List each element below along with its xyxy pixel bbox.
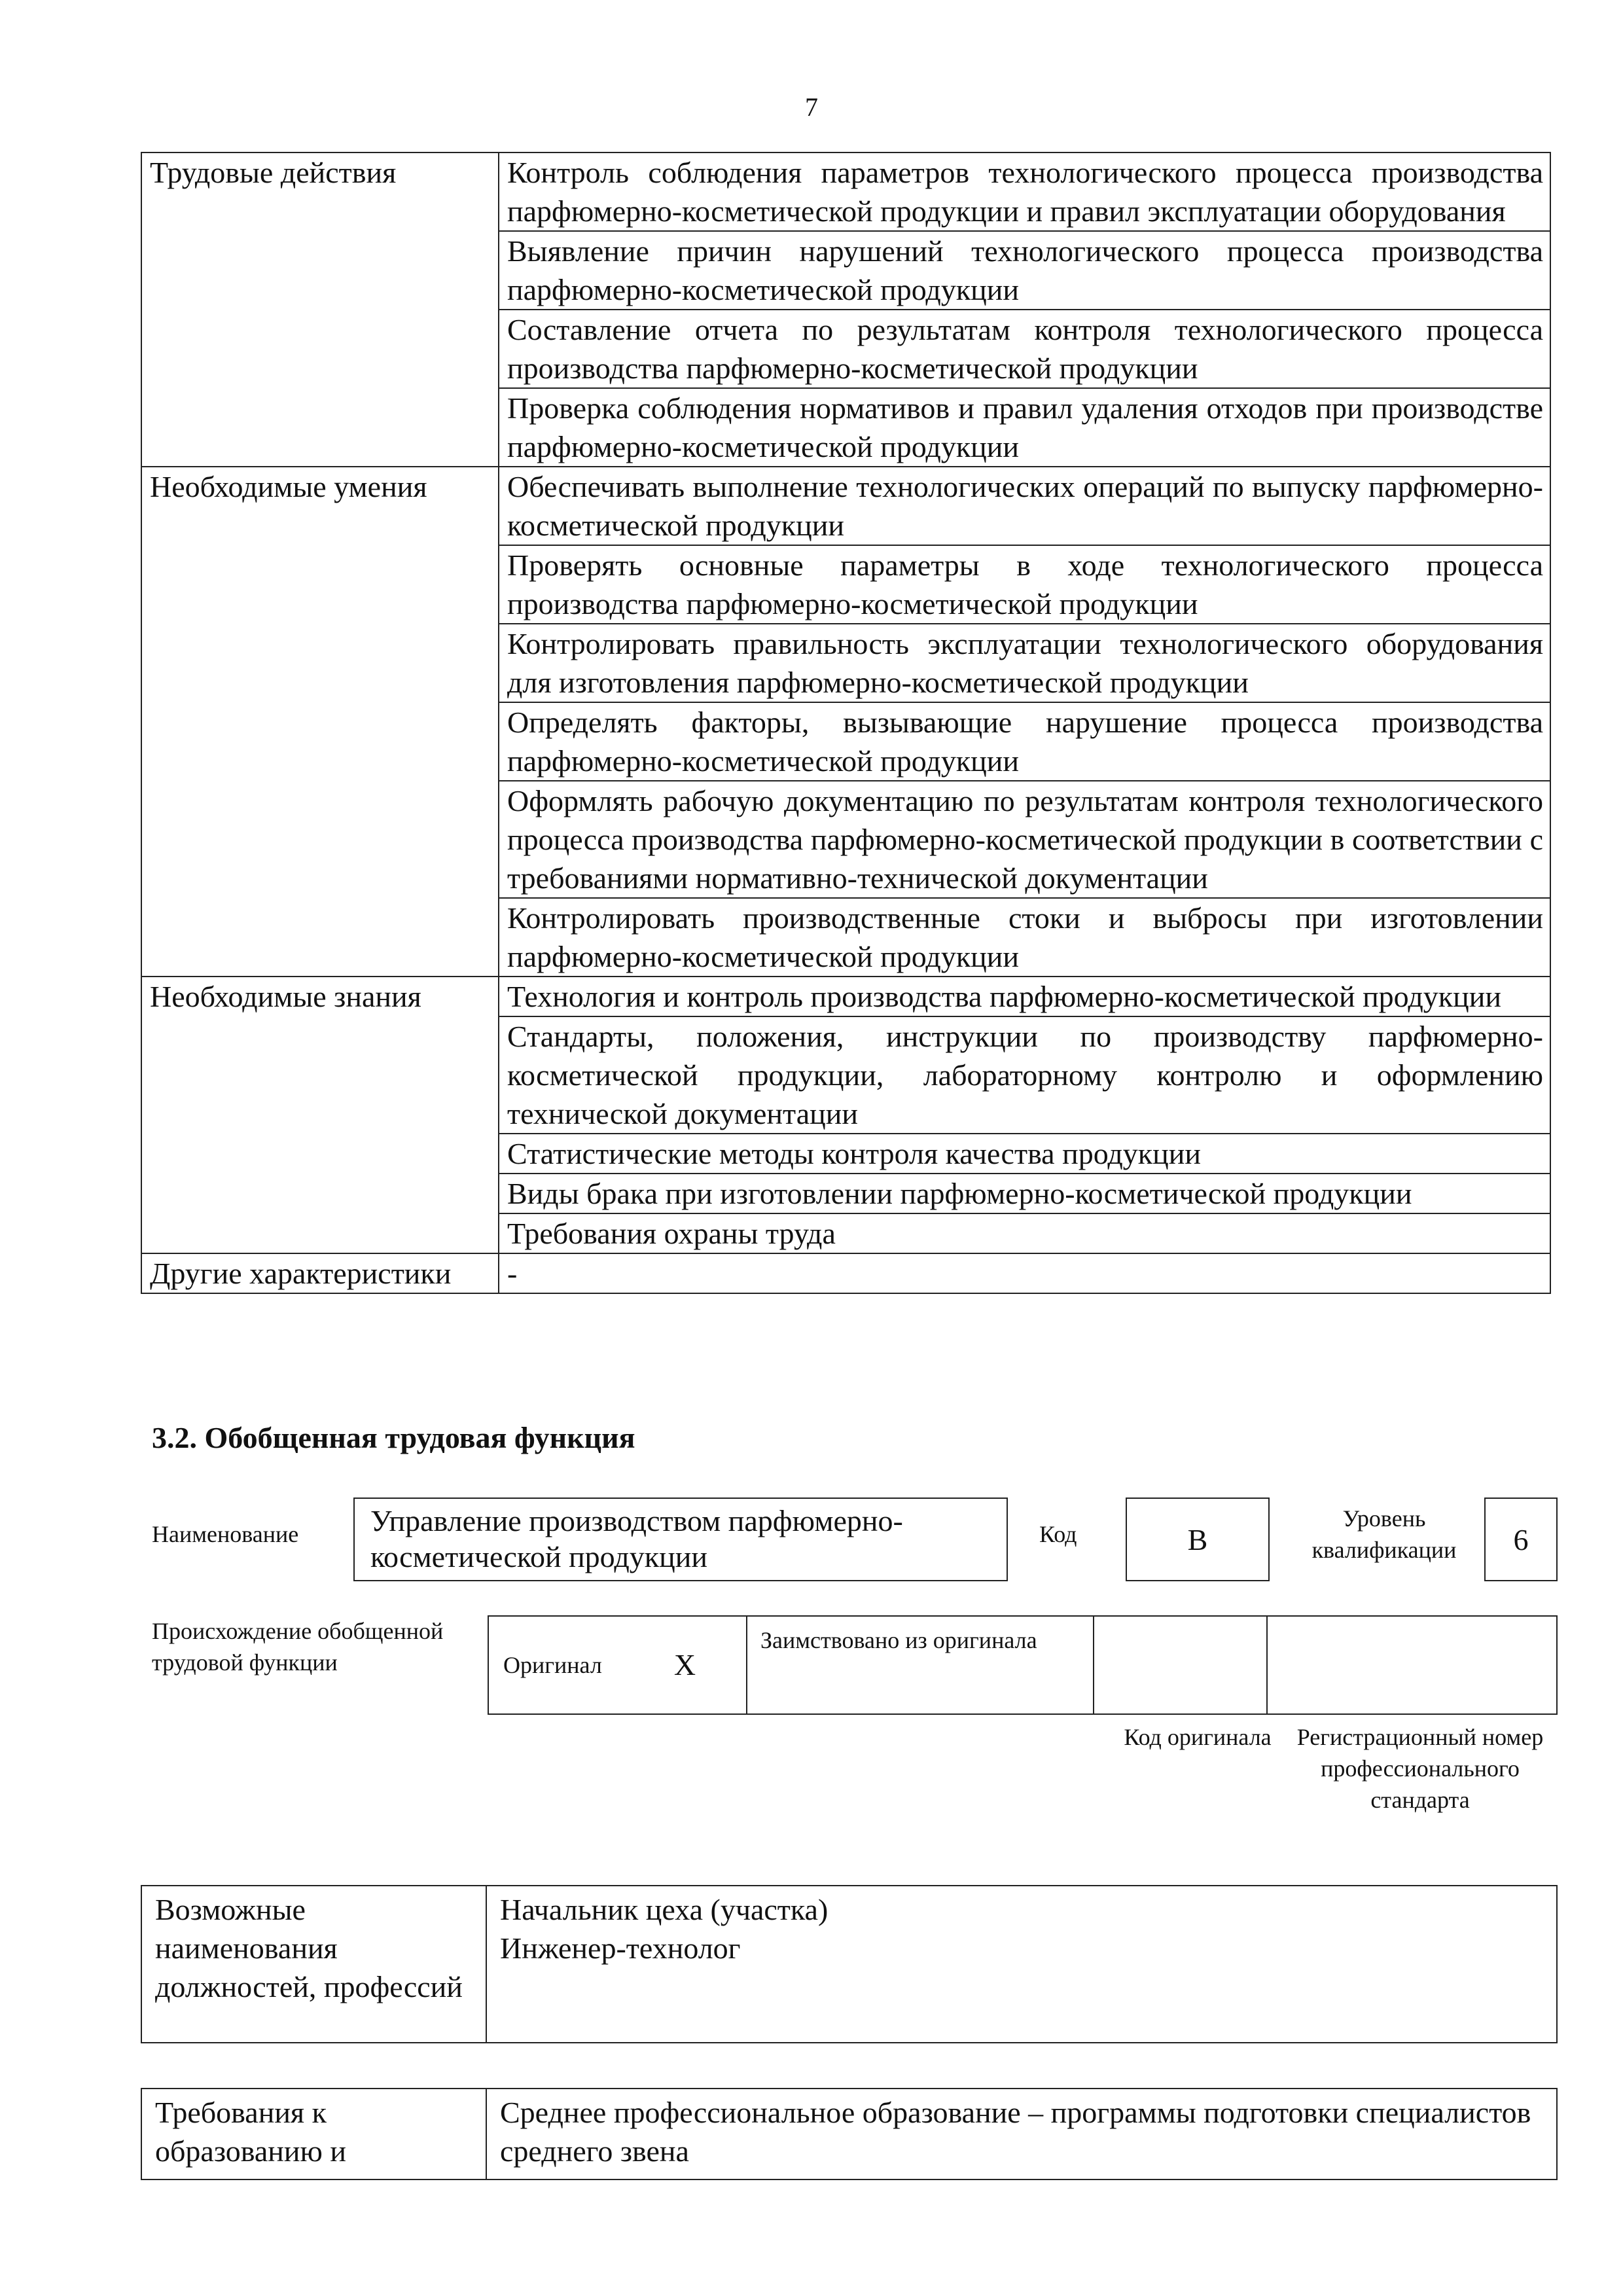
competency-item: Составление отчета по результатам контроля технологического процесса производства парфюмерно-косметической продукции: [499, 310, 1550, 388]
competency-table: [141, 152, 1551, 1294]
competency-row: [141, 152, 1550, 231]
code-box: В: [1126, 1498, 1270, 1581]
competency-item: Статистические методы контроля качества продукции: [499, 1134, 1550, 1174]
competency-item: Виды брака при изготовлении парфюмерно-косметической продукции: [499, 1174, 1550, 1213]
code-label: Код: [1039, 1521, 1077, 1547]
origin-original-cell: [489, 1617, 747, 1713]
education-label: Требования к образованию и: [141, 2089, 486, 2179]
positions-table: [141, 1885, 1558, 2043]
page-number: 7: [805, 92, 818, 122]
origin-mark: Х: [673, 1648, 696, 1681]
name-label: Наименование: [152, 1521, 299, 1547]
education-row: [141, 2089, 1557, 2179]
competency-group-label: Трудовые действия: [141, 152, 499, 467]
section-title: 3.2. Обобщенная трудовая функция: [152, 1421, 635, 1454]
competency-item: Оформлять рабочую документацию по результатам контроля технологического процесса производства парфюмерно-косметической продукции в соответствии с требованиями нормативно-технической документации: [499, 781, 1550, 898]
code-original-cell: [1094, 1617, 1268, 1713]
code-original-label: Код оригинала: [1124, 1724, 1272, 1750]
competency-item: Технология и контроль производства парфюмерно-косметической продукции: [499, 977, 1550, 1016]
competency-row: [141, 1253, 1550, 1293]
competency-group-label: Другие характеристики: [141, 1253, 499, 1293]
reg-number-cell: [1268, 1617, 1556, 1713]
origin-original-label: Оригинал: [503, 1652, 602, 1678]
competency-item: Контроль соблюдения параметров технологического процесса производства парфюмерно-косметической продукции и правил эксплуатации оборудования: [499, 152, 1550, 231]
competency-item: Выявление причин нарушений технологического процесса производства парфюмерно-косметической продукции: [499, 231, 1550, 310]
position-item: Инженер-технолог: [500, 1931, 741, 1965]
positions-values: [486, 1886, 1557, 2043]
competency-row: [141, 467, 1550, 545]
competency-item: -: [499, 1253, 1550, 1293]
education-table: [141, 2088, 1558, 2180]
origin-borrowed-cell: Заимствовано из оригинала: [747, 1617, 1094, 1713]
competency-item: Проверять основные параметры в ходе технологического процесса производства парфюмерно-косметической продукции: [499, 545, 1550, 624]
positions-label: Возможные наименования должностей, профессий: [141, 1886, 486, 2043]
competency-item: Обеспечивать выполнение технологических операций по выпуску парфюмерно-косметической продукции: [499, 467, 1550, 545]
qualification-level-box: 6: [1484, 1498, 1558, 1581]
competency-row: [141, 977, 1550, 1016]
position-item: Начальник цеха (участка): [500, 1893, 829, 1926]
function-name-box: Управление производством парфюмерно-косметической продукции: [353, 1498, 1008, 1581]
competency-item: Стандарты, положения, инструкции по производству парфюмерно-косметической продукции, лабораторному контролю и оформлению технической документации: [499, 1016, 1550, 1134]
education-value: Среднее профессиональное образование – программы подготовки специалистов среднего звена: [486, 2089, 1557, 2179]
competency-item: Требования охраны труда: [499, 1213, 1550, 1253]
competency-item: Контролировать производственные стоки и выбросы при изготовлении парфюмерно-косметической продукции: [499, 898, 1550, 977]
origin-label: Происхождение обобщенной трудовой функции: [152, 1618, 444, 1676]
competency-item: Проверка соблюдения нормативов и правил удаления отходов при производстве парфюмерно-косметической продукции: [499, 388, 1550, 467]
competency-item: Контролировать правильность эксплуатации технологического оборудования для изготовления парфюмерно-косметической продукции: [499, 624, 1550, 702]
qualification-level-label: Уровень квалификации: [1311, 1505, 1457, 1563]
positions-row: [141, 1886, 1557, 2043]
competency-group-label: Необходимые умения: [141, 467, 499, 977]
competency-item: Определять факторы, вызывающие нарушение процесса производства парфюмерно-косметической продукции: [499, 702, 1550, 781]
competency-group-label: Необходимые знания: [141, 977, 499, 1253]
reg-number-label: Регистрационный номер профессионального стандарта: [1296, 1724, 1544, 1813]
origin-row: [488, 1615, 1558, 1715]
